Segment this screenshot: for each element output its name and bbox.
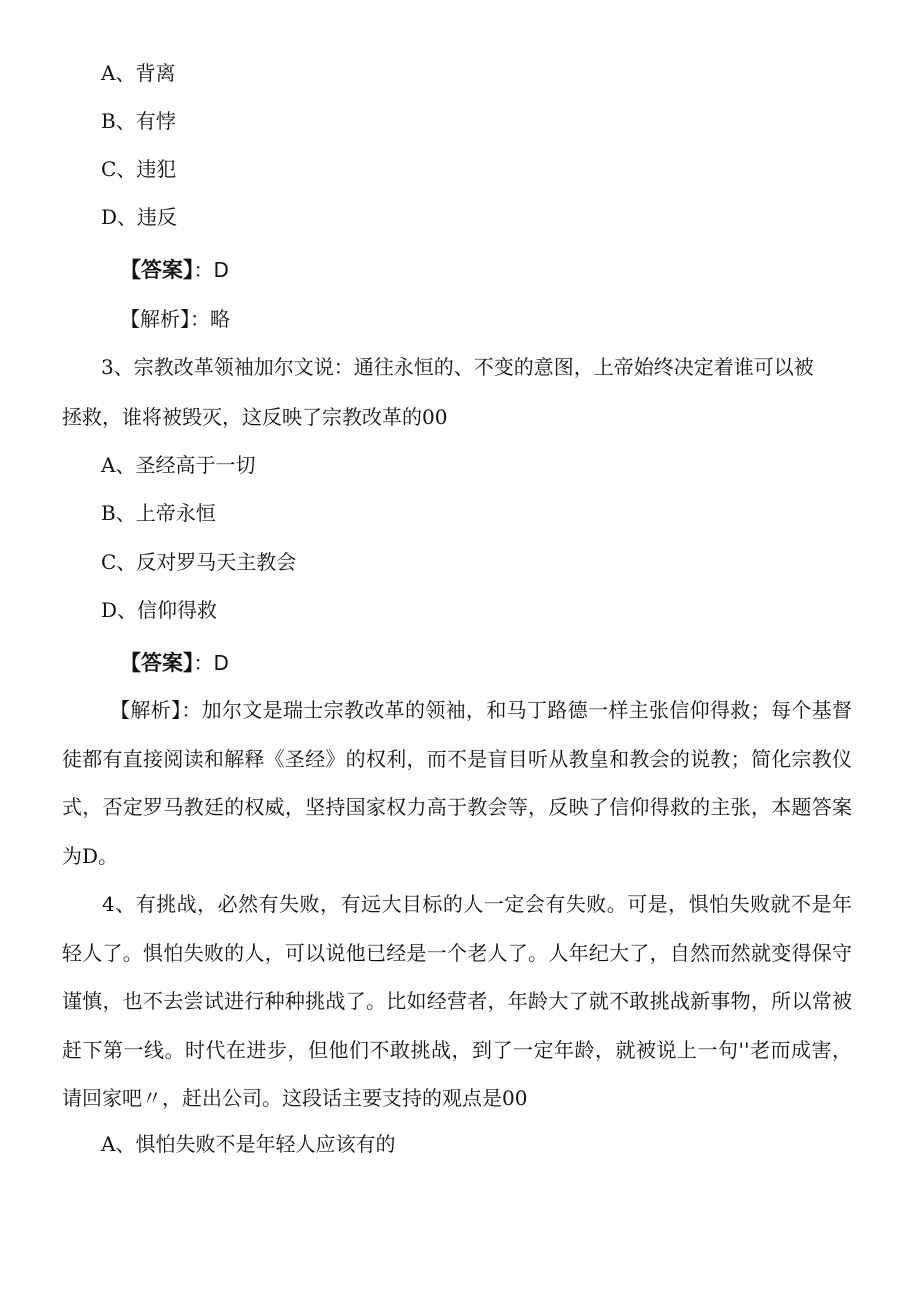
q2-option-c: C、违犯	[101, 157, 177, 181]
q3-analysis-text: ：加尔文是瑞士宗教改革的领袖，和马丁路德一样主张信仰得救；每个基督徒都有直接阅读和解释《圣经》的权利，而不是盲目听从教皇和教会的说教；简化宗教仪式，否定罗马教廷的权威，坚持国家权力高于教会等，反映了信仰得救的主张，本题答案为D。	[62, 698, 853, 868]
q2-answer-label: 【答案】	[120, 258, 194, 282]
q2-option-b: B、有悖	[101, 109, 176, 133]
q2-answer	[120, 256, 229, 284]
q3-option-c: C、反对罗马天主教会	[101, 550, 297, 574]
q3-option-d: D、信仰得救	[101, 598, 218, 622]
q3-analysis-paragraph	[62, 686, 852, 880]
q4-question-paragraph: 4、有挑战，必然有失败，有远大目标的人一定会有失败。可是，惧怕失败就不是年轻人了。惧怕失败的人，可以说他已经是一个老人了。人年纪大了，自然而然就变得保守谨慎，也不去尝试进行种种挑战了。比如经营者，年龄大了就不敢挑战新事物，所以常被赶下第一线。时代在进步，但他们不敢挑战，到了一定年龄，就被说上一句''老而成害，请回家吧〃，赶出公司。这段话主要支持的观点是00	[62, 892, 852, 1110]
q2-analysis-value: ：略	[190, 307, 230, 331]
q3-option-b: B、上帝永恒	[101, 501, 216, 525]
q2-analysis	[120, 305, 230, 333]
q2-answer-value: ：D	[193, 258, 229, 282]
q3-question-line2: 拯救，谁将被毁灭，这反映了宗教改革的00	[62, 405, 448, 429]
q2-option-d: D、违反	[101, 205, 178, 229]
q3-answer-value: ：D	[193, 651, 229, 675]
q3-answer	[120, 649, 229, 677]
q3-question-line1: 3、宗教改革领袖加尔文说：通往永恒的、不变的意图，上帝始终决定着谁可以被	[101, 355, 814, 379]
q2-option-a: A、背离	[101, 61, 176, 85]
q3-option-a: A、圣经高于一切	[101, 453, 256, 477]
q3-analysis-label: 【解析】	[110, 698, 182, 722]
q2-analysis-label: 【解析】	[120, 307, 190, 331]
q4-option-a: A、惧怕失败不是年轻人应该有的	[101, 1132, 396, 1156]
q3-answer-label: 【答案】	[120, 651, 194, 675]
